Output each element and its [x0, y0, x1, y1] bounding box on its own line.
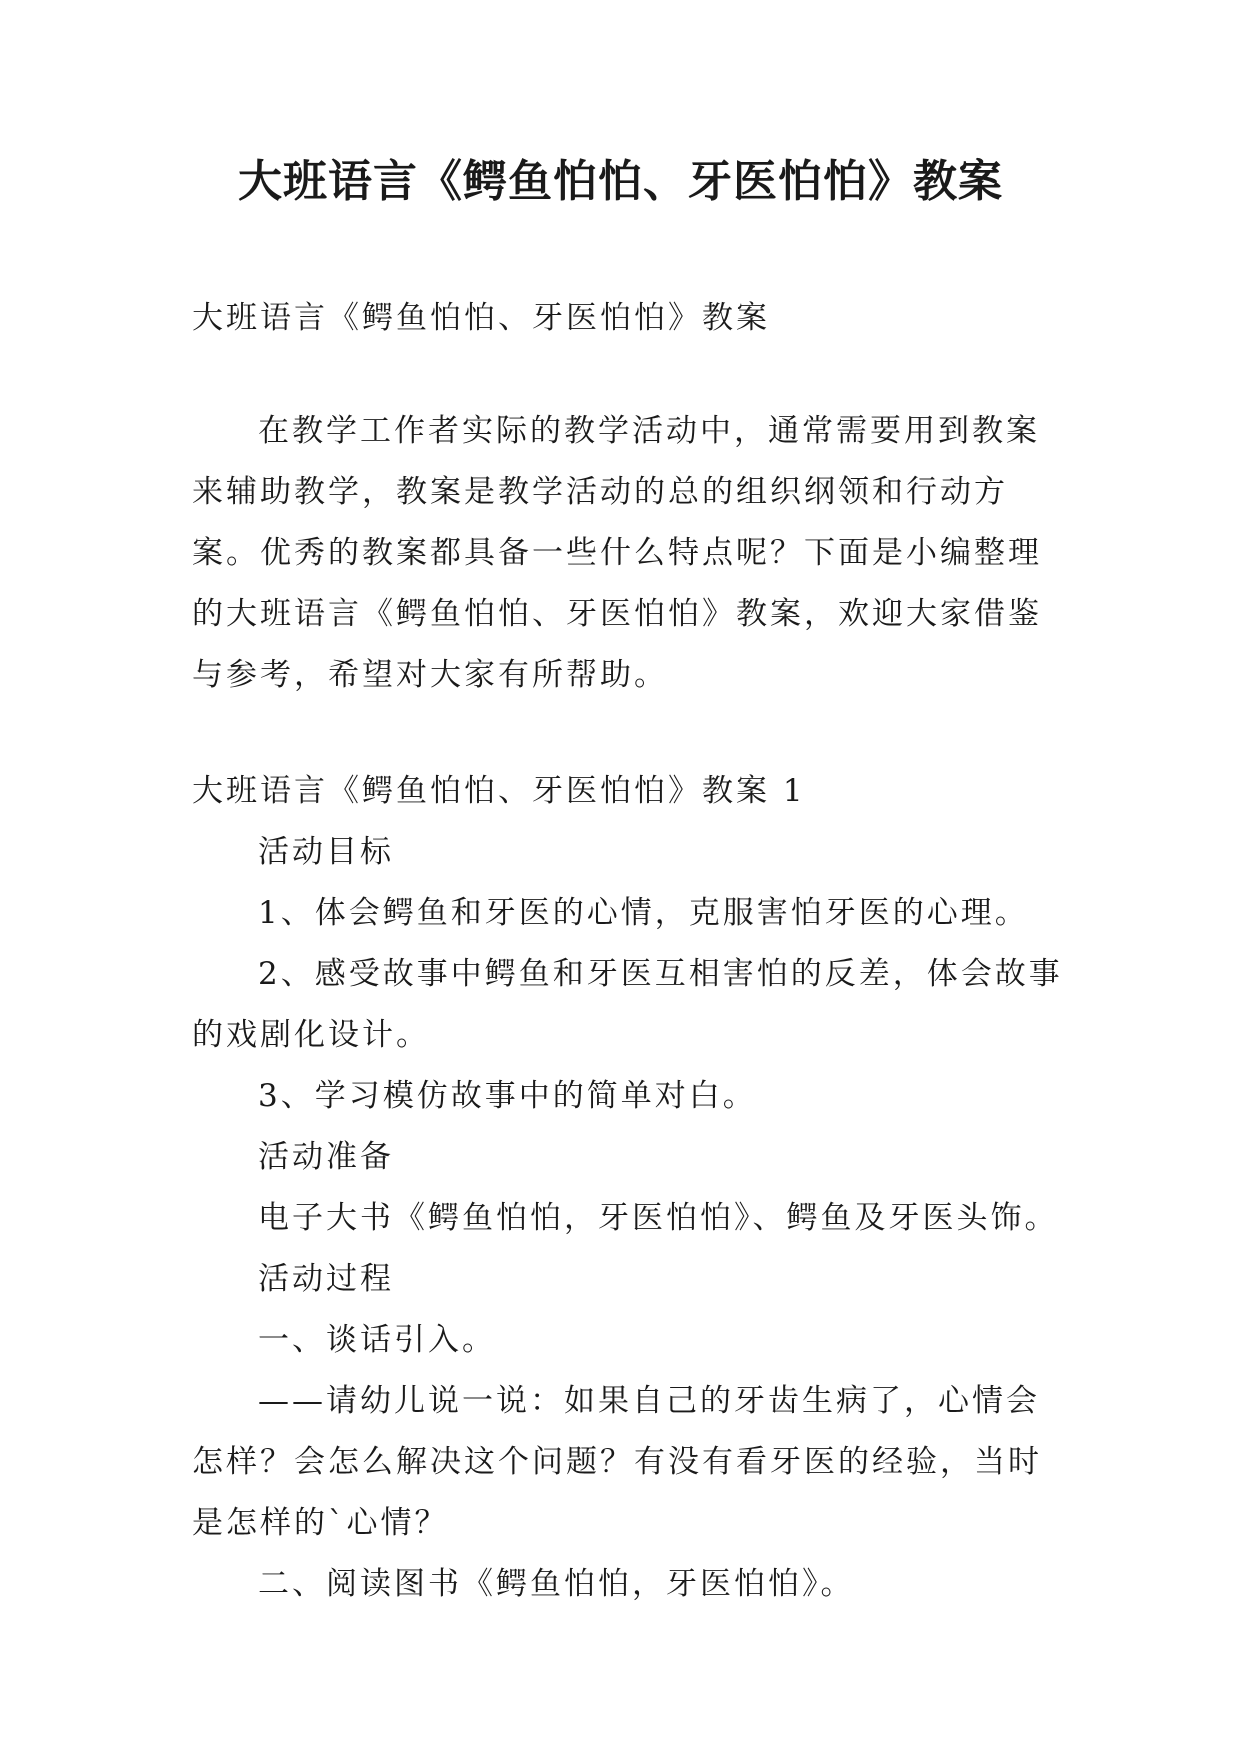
- lesson-plan-section: [192, 761, 1072, 1615]
- process-step-1-detail: ——请幼儿说一说：如果自己的牙齿生病了，心情会怎样？会怎么解决这个问题？有没有看牙医的经验，当时是怎样的`心情？: [192, 1383, 1042, 1541]
- heading-activity-preparation: 活动准备: [258, 1139, 394, 1175]
- document-subtitle: 大班语言《鳄鱼怕怕、牙医怕怕》教案: [192, 300, 770, 336]
- goal-item-3: 3、学习模仿故事中的简单对白。: [258, 1078, 757, 1114]
- goal-item-2: 2、感受故事中鳄鱼和牙医互相害怕的反差，体会故事的戏剧化设计。: [192, 956, 1063, 1053]
- heading-activity-process: 活动过程: [258, 1261, 394, 1297]
- intro-paragraph: 在教学工作者实际的教学活动中，通常需要用到教案来辅助教学，教案是教学活动的总的组织纲领和行动方案。优秀的教案都具备一些什么特点呢？下面是小编整理的大班语言《鳄鱼怕怕、牙医怕怕》教案，欢迎大家借鉴与参考，希望对大家有所帮助。: [192, 413, 1042, 693]
- process-step-2: 二、阅读图书《鳄鱼怕怕，牙医怕怕》。: [258, 1566, 855, 1602]
- document-title: 大班语言《鳄鱼怕怕、牙医怕怕》教案: [238, 156, 1003, 207]
- heading-activity-goals: 活动目标: [258, 834, 394, 870]
- preparation-text: 电子大书《鳄鱼怕怕，牙医怕怕》、鳄鱼及牙医头饰。: [258, 1200, 1059, 1236]
- section-heading: 大班语言《鳄鱼怕怕、牙医怕怕》教案 1: [192, 773, 806, 809]
- process-step-1: 一、谈话引入。: [258, 1322, 496, 1358]
- goal-item-1: 1、体会鳄鱼和牙医的心情，克服害怕牙医的心理。: [258, 895, 1029, 931]
